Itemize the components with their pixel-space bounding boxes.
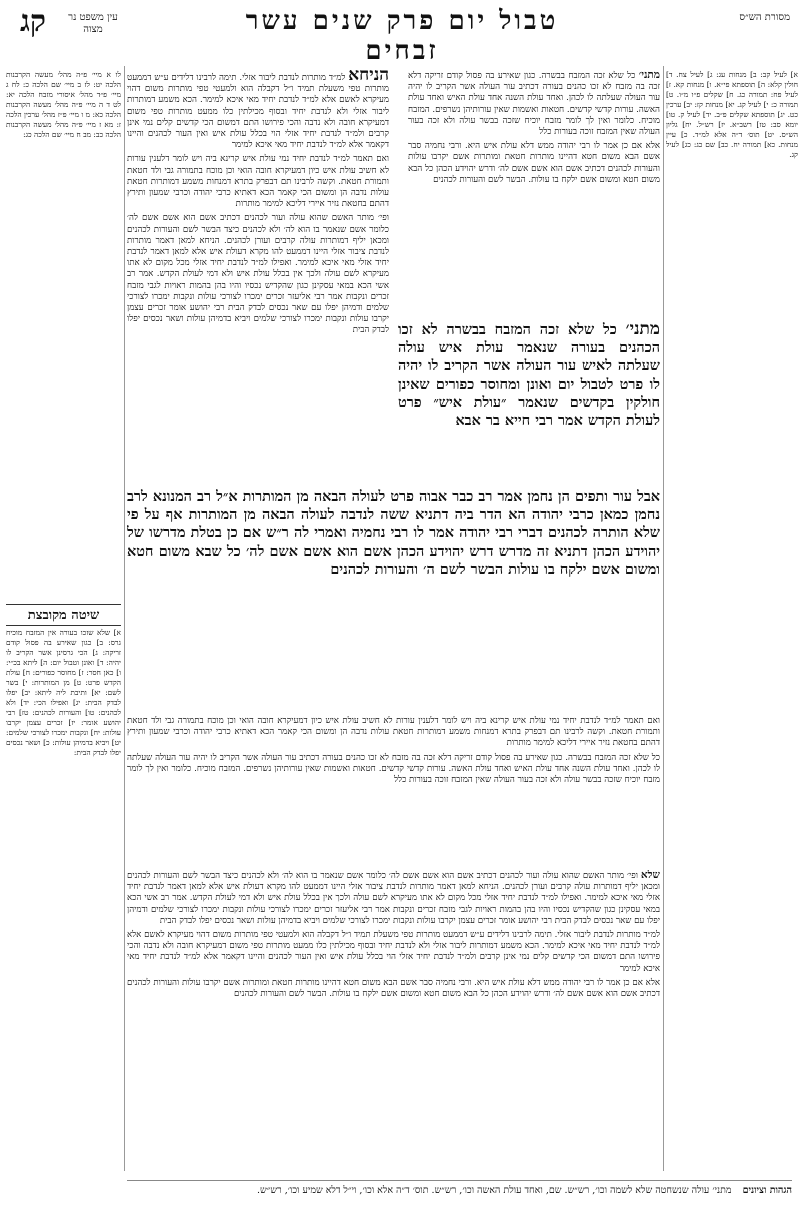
- shita-mekubetzet-text: א] שלא שזכו בעורה אין המזבח מוכיח גרס: ב] כגון שאירע בה פסול קודם זריקה: ג] הכי גרסינן אשר הקריב לו יהיה: ד] ואונן וטבול יום: ה] ליתא בכ״י: ו] כאן חסר: ז] מחוסר כפורים: ח] עולת הקדש פרט: ט] מן המותרות: י] בשר לשם: יא] ותיבת ליה ליתא: יב] יפלו לבדק הבית: יג] ואפילו הכי: יד] ולא לכהנים: טו] והעורות לכהנים: טז] רבי יהושע אומר: יז] זכרים עצמן יקרבו עולות: יח] ונקבות ימכרו לצורכי שלמים: יט] ויביא בדמיהן עולות: כ] ושאר נכסים יפלו לבדק הבית:: [6, 628, 121, 757]
- bottom-text-continued: למ״ד מותרות לנדבת ליבור אזלי. תימה לרבינו דלידים ע״ש דממעט מותרות טפי משעלת תמיד ו״ל דקבלה הוא ולמעטי טפי מותרות משום דהוי מעיקרא לאשם אלא למ״ד לנדבת יחיד מאי איכא למימר. הכא משמע דמותרות ליבור אזלי ולא לנדבת יחיד ובסוף מכילתין כלו ממעט מותרות טפי משום דמעיקרא חובה ולא נדבה והכי פירושו התם דמשום הכי קדשים קלים נמי אינן קרבים ולמ״ד לנדבת יחיד אזלי הוי בכלל עולת איש ואין העור לכהנים והיינו דקאמר אלא למ״ד לנדבת יחיד מאי איכא למימר: [127, 930, 660, 974]
- chapter-title: טבול יום פרק שנים עשר זבחים: [245, 6, 559, 66]
- mishnah-lead: מתני׳: [625, 320, 660, 339]
- shita-mekubetzet-notes: [6, 628, 121, 1168]
- bottom-lead: שלא: [640, 870, 660, 881]
- bottom-text: ופי׳ מותר האשם שהוא עולה ועור לכהנים דכתיב אשם הוא אשם אשם לה׳ כלומר אשם שנאמר בו הוא לה׳ ולא לכהנים כיצד הבשר לשם והעורות לכהנים ומכאן יליף דמותרות עולה קרבים ועורן לכהנים. הניחא למאן דאמר מותרות לנדבת ציבור אזלי היינו דממעט להו מקרא דעולת איש אלא למאן דאמר לנדבת יחיד אזלי מאי איכא למימר. ואפילו למ״ד לנדבת יחיד אזלי מכל מקום לא אתו מעיקרא לשם עולה ולכך אין בכלל עולת איש ולא דמי לעולת הקדש. אמר רב אשי הכא במאי עסקינן כגון שהקדיש נכסיו והיו בהן בהמות ראויות לגבי מזבח זכרים ונקבות אמר רבי אליעזר זכרים ימכרו לצורכי עולות ונקבות ימכרו לצורכי שלמים ודמיהן יפלו עם שאר נכסים לבדק הבית רבי יהושע אומר זכרים עצמן יקרבו עולות ונקבות ימכרו לצורכי שלמים ויביא בדמיהן עולות ושאר נכסים יפלו לבדק הבית: [127, 871, 660, 926]
- tosafot-commentary-lower: [127, 716, 660, 868]
- footer-notes: [127, 1180, 792, 1196]
- left-divider: [124, 66, 125, 1171]
- bottom-text-extra: אלא אם כן אמר לו רבי יהודה ממש דלא עולת איש היא. ורבי נחמיה סבר אשם הבא משום חטא דהיינו מותרות חטאת ומותרות אשם יקרבו עולות והעורות לכהנים דכתיב אשם הוא אשם אשם לה׳ ודרש יהוידע הכהן כל הבא משום חטא ומשום אשם ילקח בו עולות. הבשר לשם והעורות לכהנים: [127, 977, 660, 1000]
- tosafot-lead: הניחא: [348, 70, 389, 85]
- shita-mekubetzet-title: שיטה מקובצת: [6, 604, 121, 626]
- gemara-text: אבל עור ותפים הן נחמן אמר רב כבר אבוה פרט לעולה הבאה מן המותרות א״ל רב המנונא לרב נחמן כמאן כרבי יהודה הא הדר ביה דתניא ששה לנדבה לעולה הבאה מן המותרות אף על פי שלא הותרה לכהנים דברי רבי יהודה אמר לו רבי נחמיה ואמרי לה ר״ש אם כן בטלת מדרשו של יהוידע הכהן דתניא זה מדרש דרש יהוידע הכהן אשם הוא אשם אשם לה׳ כל שבא משום חטא ומשום אשם ילקח בו עולות הבשר לשם ה׳ והעורות לכהנים: [127, 488, 660, 578]
- gemara-text-top: [398, 320, 660, 488]
- tosafot-text-extra: ופי׳ מותר האשם שהוא עולה ועור לכהנים דכתיב אשם הוא אשם אשם לה׳ כלומר אשם שנאמר בו הוא לה׳ ולא לכהנים כיצד הבשר לשם והעורות לכהנים ומכאן יליף דמותרות עולה קרבים ועורן לכהנים. הניחא למאן דאמר מותרות לנדבת ציבור אזלי היינו דממעט להו מקרא דעולת איש אלא למאן דאמר לנדבת יחיד אזלי מאי איכא למימר. ואפילו למ״ד לנדבת יחיד אזלי מכל מקום לא אתו מעיקרא לשם עולה ולכך אין בכלל עולת איש ולא דמי לעולת הקדש. אמר רב אשי הכא במאי עסקינן כגון שהקדיש נכסיו והיו בהן בהמות ראויות לגבי מזבח זכרים ונקבות אמר רבי אליעזר זכרים ימכרו לצורכי עולות ונקבות ימכרו לצורכי שלמים ודמיהן יפלו עם שאר נכסים לבדק הבית רבי יהושע אומר זכרים עצמן יקרבו עולות ונקבות ימכרו לצורכי שלמים ויביא בדמיהן עולות ושאר נכסים יפלו לבדק הבית: [127, 213, 389, 336]
- ein-mishpat-notes: [6, 70, 121, 500]
- footer-label: הגהות וציונים: [742, 1185, 792, 1196]
- tosafot-lower-text: ואם תאמר למ״ד לנדבת יחיד נמי עולת איש קרינא ביה ויש לומר דלענין עורות לא חשיב עולת איש כיון דמעיקרא חובה הואי וכן מוכח בתמורה גבי ולד חטאת ותמורת חטאת. וקשה לרבינו תם דבפרק בתרא דמנחות משמע דמותרות חטאת עולות נדבה הן ומשום הכי קאמר הכא דאתיא כרבי יהודה וכרבי שמעון ותירץ דהתם בחטאת נזיר איירי דליכא למימר מותרות: [127, 716, 660, 749]
- rashi-lower-text: כל שלא זכה המזבח בבשרה. כגון שאירע בה פסול קודם זריקה דלא זכה בה מזבח לא זכו כהנים בעורה דכתיב עור העולה אשר הקריב לו יהיה עור העולה שעלתה לו לכהן. ואחד עולת השנה אחד עולת האיש ואחד עולת האשה. עורות קדשי קדשים. חטאות ואשמות שאין עורותיהן נשרפים. המזבח מוכיח. כלומר ואין לך לומר מזבח יוכיח שזכה בבשר עולה ולא זכה בעור העולה שאין המזבח זוכה בעורות כלל: [127, 752, 660, 786]
- mesoret-text: א] לעיל קב: ב] מנחות עג: ג] לעיל צח. ד] חולין קלא: ה] תוספתא פי״א. ו] מנחות קא. ז] לעיל פח: תמורה כג. ח] שקלים פ״ו מ״ו. ט] תמורה כ: י] לעיל קג. יא] מנחות קז: יב] ערכין כט. יג] תוספתא שקלים פ״ב. יד] לעיל ק. טו] יומא סב: טז] רשב״א. יז] רש״ל. יח] גליון הש״ס. יט] תוס׳ ד״ה אלא למ״ד. כ] עיין מנחות. כא] תמורה יח. כב] שם כג: כג] לעיל קג.: [666, 70, 798, 159]
- gemara-text-main: [127, 488, 660, 716]
- right-divider: [663, 66, 664, 1171]
- bottom-commentary: [127, 870, 660, 1170]
- ein-mishpat-text: לו א מיי׳ פ״ה מהל׳ מעשה הקרבנות הלכה יט: לז ב מיי׳ שם הלכה כ: לח ג מיי׳ פ״ד מהל׳ איסורי מזבח הלכה יא: לט ד ה מיי׳ פ״ה מהל׳ מעשה הקרבנות הלכה כא: מ ו מיי׳ פ״ז מהל׳ ערכין הלכה ז: מא ז מיי׳ פ״ה מהל׳ מעשה הקרבנות הלכה כב: מב ח מיי׳ שם הלכה כג:: [6, 70, 121, 139]
- page-number: קג: [20, 4, 46, 39]
- tosafot-text-continued: ואם תאמר למ״ד לנדבת יחיד נמי עולת איש קרינא ביה ויש לומר דלענין עורות לא חשיב עולת איש כיון דמעיקרא חובה הואי וכן מוכח בתמורה גבי ולד חטאת ותמורת חטאת. וקשה לרבינו תם דבפרק בתרא דמנחות משמע דמותרות חטאת עולות נדבה הן ומשום הכי קאמר הכא דאתיא כרבי יהודה וכרבי שמעון ותירץ דהתם בחטאת נזיר איירי דליכא למימר מותרות: [127, 154, 389, 210]
- tosafot-text: למ״ד מותרות לנדבת ליבור אזלי. תימה לרבינו דלידים ע״ש דממעט מותרות טפי משעלת תמיד ו״ל דקבלה הוא ולמעטי טפי מותרות משום דהוי מעיקרא לאשם אלא למ״ד לנדבת יחיד מאי איכא למימר. הכא משמע דמותרות ליבור אזלי ולא לנדבת יחיד ובסוף מכילתין כלו ממעט מותרות טפי משום דמעיקרא חובה ולא נדבה והכי פירושו התם דמשום הכי קדשים קלים נמי אינן קרבים ולמ״ד לנדבת יחיד אזלי הוי בכלל עולת איש ואין העור לכהנים והיינו דקאמר אלא למ״ד לנדבת יחיד מאי איכא למימר: [127, 73, 389, 151]
- tosafot-commentary-top: [127, 70, 389, 488]
- ein-mishpat-header: עין משפט נר מצוה: [68, 12, 118, 35]
- footer-text: מתני׳ עולה שנשחטה שלא לשמה וכו׳, רש״ש. שם, ואחד עולת האשה וכו׳, רש״ש. תוס׳ ד״ה אלא וכו׳, וי״ל דלא שמיע וכו׳, רש״ש.: [256, 1185, 732, 1196]
- mesoret-hashas-notes: [666, 70, 798, 1160]
- mesoret-header: מסורת הש״ס: [739, 12, 790, 23]
- rashi-lead: מתני׳: [638, 70, 660, 81]
- mishnah-text: כל שלא זכה המזבח בבשרה לא זכו הכהנים בעורה שנאמר עולת איש עולה שעלתה לאיש עור העולה אשר הקריב לו יהיה לו פרט לטבול יום ואונן ומחוסר כפורים שאינן חולקין בקדשים שנאמר ״עולת איש״ פרט לעולת הקדש אמר רבי חייא בר אבא: [398, 321, 660, 430]
- rashi-text-continued: אלא אם כן אמר לו רבי יהודה ממש דלא עולת איש היא. ורבי נחמיה סבר אשם הבא משום חטא דהיינו מותרות חטאת ומותרות אשם יקרבו עולות והעורות לכהנים דכתיב אשם הוא אשם אשם לה׳ ודרש יהוידע הכהן כל הבא משום חטא ומשום אשם ילקח בו עולות. הבשר לשם והעורות לכהנים: [408, 141, 660, 185]
- rashi-text: כל שלא זכה המזבח בבשרה. כגון שאירע בה פסול קודם זריקה דלא זכה בה מזבח לא זכו כהנים בעורה דכתיב עור העולה אשר הקריב לו יהיה עור העולה שעלתה לו לכהן. ואחד עולת השנה אחד עולת האיש ואחד עולת האשה. עורות קדשי קדשים. חטאות ואשמות שאין עורותיהן נשרפים. המזבח מוכיח. כלומר ואין לך לומר מזבח יוכיח שזכה בבשר עולה ולא זכה בעור העולה שאין המזבח זוכה בעורות כלל: [408, 71, 660, 138]
- rashi-commentary-top: [408, 70, 660, 320]
